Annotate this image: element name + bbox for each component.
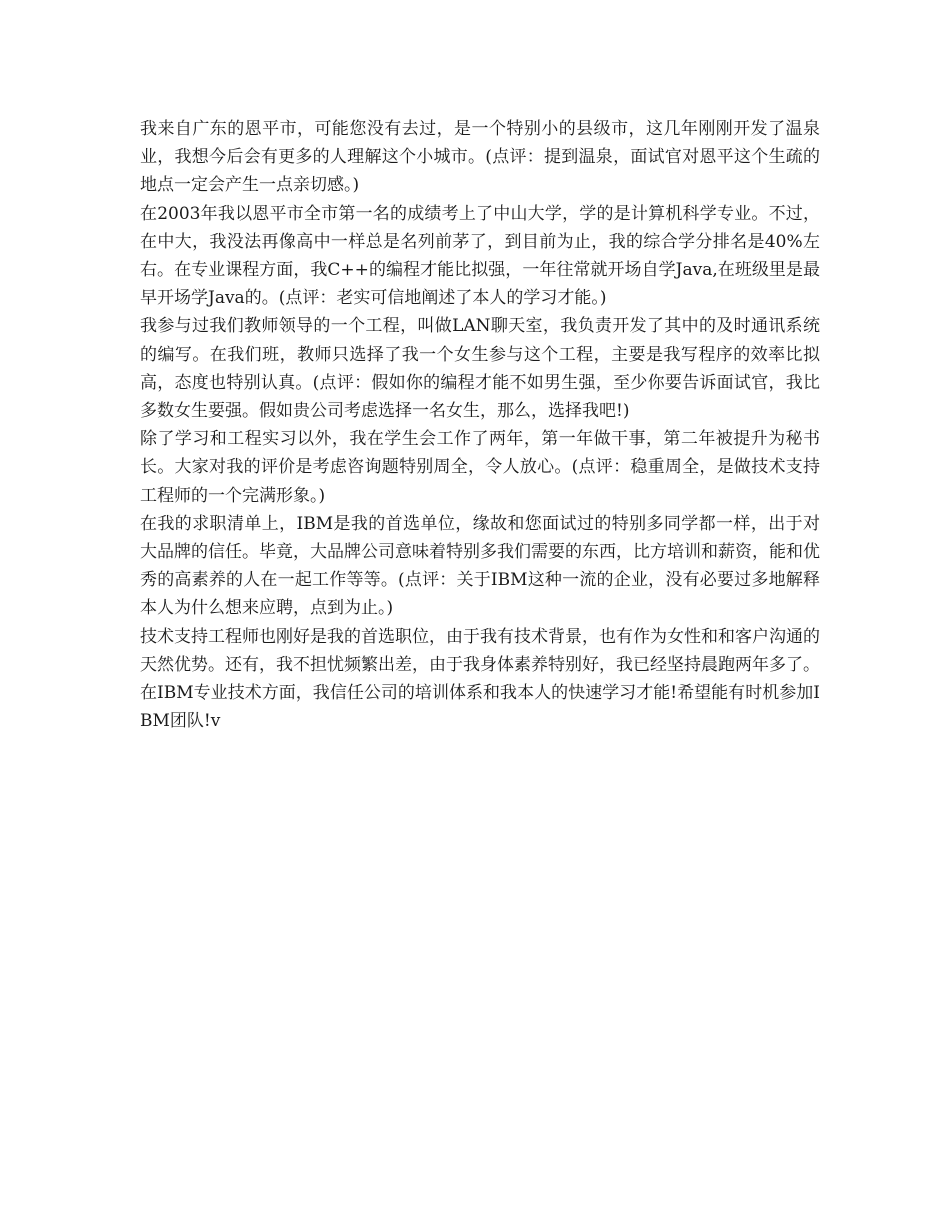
document-body: [140, 115, 820, 735]
paragraph-job-choice: 在我的求职清单上，IBM是我的首选单位，缘故和您面试过的特别多同学都一样，出于对大品牌的信任。毕竟，大品牌公司意味着特别多我们需要的东西，比方培训和薪资，能和优秀的高素养的人在一起工作等等。(点评：关于IBM这种一流的企业，没有必要过多地解释本人为什么想来应聘，点到为止。): [140, 513, 820, 619]
paragraph-hometown: 我来自广东的恩平市，可能您没有去过，是一个特别小的县级市，这几年刚刚开发了温泉业，我想今后会有更多的人理解这个小城市。(点评：提到温泉，面试官对恩平这个生疏的地点一定会产生一点亲切感。): [140, 119, 820, 196]
paragraph-project: 我参与过我们教师领导的一个工程，叫做LAN聊天室，我负责开发了其中的及时通讯系统的编写。在我们班，教师只选择了我一个女生参与这个工程，主要是我写程序的效率比拟高，态度也特别认真。(点评：假如你的编程才能不如男生强，至少你要告诉面试官，我比多数女生要强。假如贵公司考虑选择一名女生，那么，选择我吧!): [140, 316, 820, 422]
paragraph-education: 在2003年我以恩平市全市第一名的成绩考上了中山大学，学的是计算机科学专业。不过，在中大，我没法再像高中一样总是名列前茅了，到目前为止，我的综合学分排名是40%左右。在专业课程方面，我C++的编程才能比拟强，一年往常就开场自学Java,在班级里是最早开场学Java的。(点评：老实可信地阐述了本人的学习才能。): [140, 203, 820, 309]
paragraph-position: 技术支持工程师也刚好是我的首选职位，由于我有技术背景，也有作为女性和和客户沟通的天然优势。还有，我不担忧频繁出差，由于我身体素养特别好，我已经坚持晨跑两年多了。在IBM专业技术方面，我信任公司的培训体系和我本人的快速学习才能!希望能有时机参加IBM团队!v: [140, 626, 820, 732]
paragraph-student-union: 除了学习和工程实习以外，我在学生会工作了两年，第一年做干事，第二年被提升为秘书长。大家对我的评价是考虑咨询题特别周全，令人放心。(点评：稳重周全，是做技术支持工程师的一个完满形象。): [140, 429, 820, 506]
